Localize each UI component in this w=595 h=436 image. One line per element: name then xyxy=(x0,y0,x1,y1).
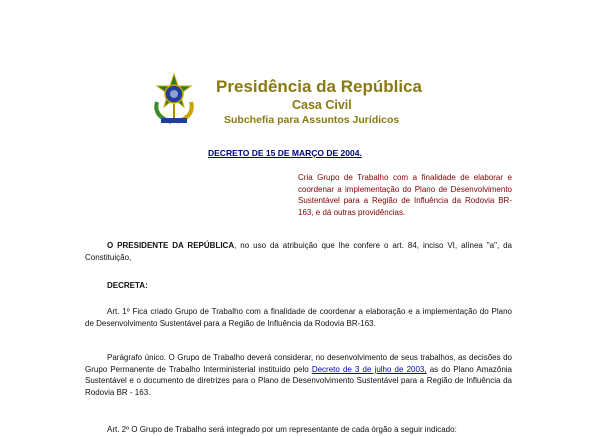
decree-summary: Cria Grupo de Trabalho com a finalidade de elaborar e coordenar a implementação do Plano de Desenvolvimento Sustentável para a Região de Influência da Rodovia BR-163, e dá outras providências. xyxy=(298,173,512,217)
decreta-paragraph xyxy=(85,280,512,292)
page-subtitle: Casa Civil xyxy=(292,98,352,112)
decree-title[interactable]: DECRETO DE 15 DE MARÇO DE 2004. xyxy=(208,148,362,158)
decree-2003-link[interactable]: Decreto de 3 de julho de 2003, xyxy=(311,364,427,374)
page-subtitle-secondary: Subchefia para Assuntos Jurídicos xyxy=(224,114,400,126)
president-label: O PRESIDENTE DA REPÚBLICA xyxy=(107,241,235,250)
sole-paragraph-text-b: as do Plano Amazônia Sustentável e o documento de diretrizes para o Plano de Desenvolvimento Sustentável para a Região de Influência da Rodovia BR - 163. xyxy=(85,364,512,397)
article-1-text: Art. 1º Fica criado Grupo de Trabalho com a finalidade de coordenar a elaboração e a implementação do Plano de Desenvolvimento Sustentável para a Região de Influência da Rodovia BR-163. xyxy=(85,307,512,328)
sole-paragraph xyxy=(85,352,512,398)
sole-paragraph-text-a: Parágrafo único. O Grupo de Trabalho deverá considerar, no desenvolvimento de seus trabalhos, as decisões do Grupo Permanente de Trabalho Interministerial instituído pelo xyxy=(85,353,512,374)
article-1-paragraph xyxy=(85,306,512,329)
preamble-text: , no uso da atribuição que lhe confere o art. 84, inciso VI, alínea "a", da Constituição, xyxy=(85,241,513,262)
page-title: Presidência da República xyxy=(216,77,422,96)
article-2-text: Art. 2º O Grupo de Trabalho será integrado por um representante de cada órgão a seguir indicado: xyxy=(107,425,457,434)
brazil-coat-of-arms-icon xyxy=(149,72,199,126)
preamble-paragraph xyxy=(85,240,512,263)
decreta-label: DECRETA: xyxy=(107,281,148,290)
